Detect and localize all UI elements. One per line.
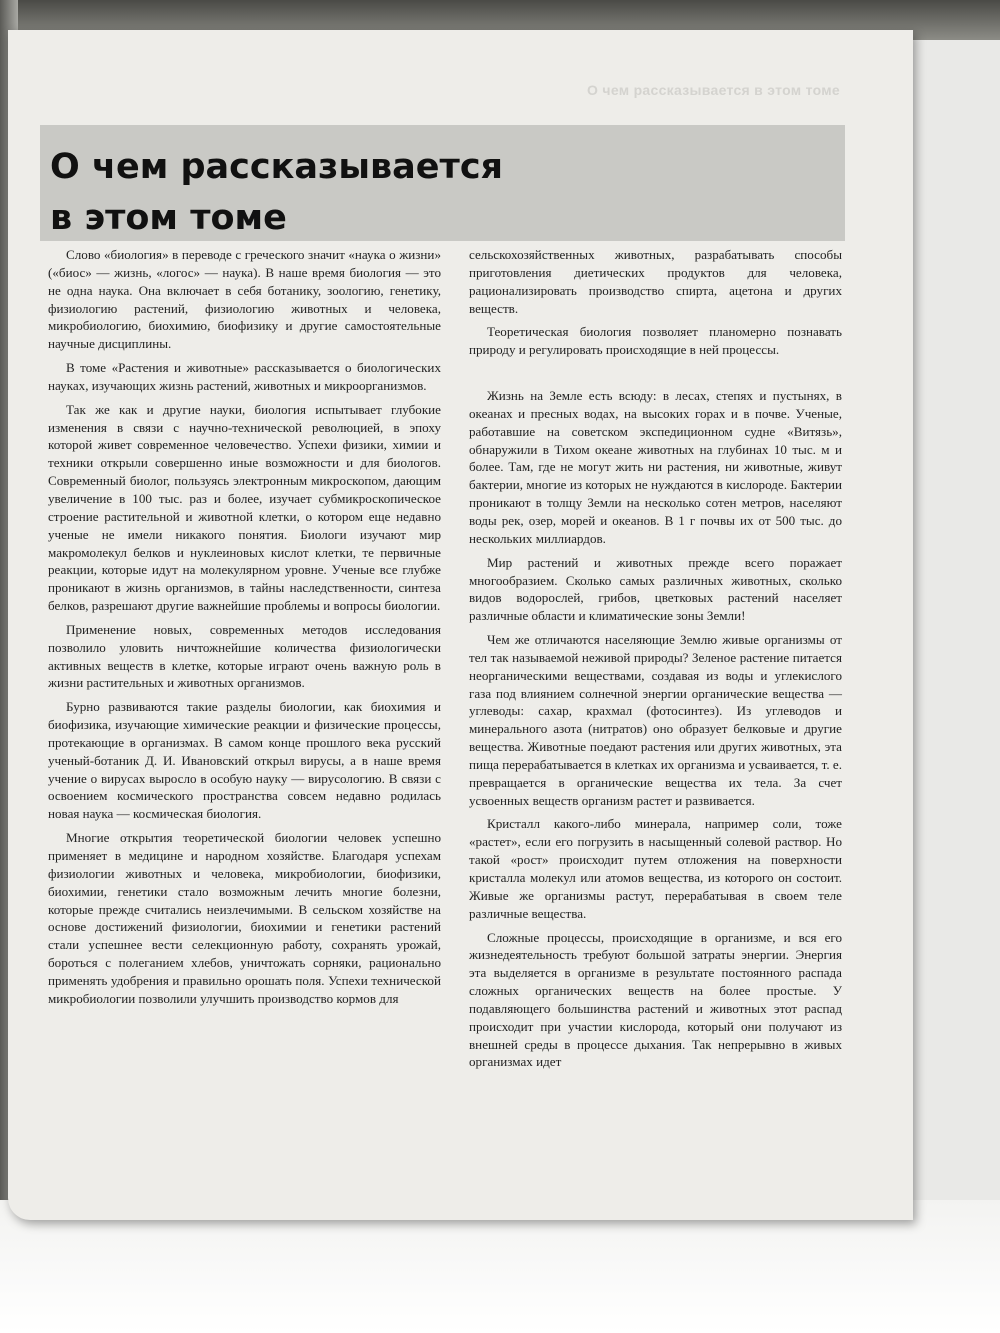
text-column-right: [469, 246, 842, 1077]
paragraph: Применение новых, современных методов исследования позволило уловить ничтожнейшие количества физиологически активных веществ в клетке, которые играют очень важную роль в жизни растительных и животных организмов.: [48, 621, 441, 691]
title-line-2: в этом томе: [50, 198, 287, 238]
chapter-title: [50, 142, 610, 244]
paragraph: Чем же отличаются населяющие Землю живые организмы от тел так называемой неживой природы? Зеленое растение питается неорганическими веществами, создавая из воды и углекислого газа под влиянием солнечной энергии органические вещества — углеводы: сахар, крахмал (фотосинтез). Из углеводов и минерального азота (нитратов) оно образует белковые и другие вещества. Животные поедают растения или других животных, эта пища перерабатывается в клетках их организма и усваивается, т. е. превращается в органические вещества их тела. За счет усвоенных веществ организм растет и развивается.: [469, 632, 842, 808]
paragraph: Многие открытия теоретической биологии человек успешно применяет в медицине и народном хозяйстве. Благодаря успехам физиологии животных и человека, микробиологии, биофизики, биохимии, генетики стало возможным лечить многие болезни, которые прежде считались неизлечимыми. В сельском хозяйстве на основе достижений физиологии, биохимии и генетики растений стали успешнее вести селекционную работу, сохранять урожай, бороться с полеганием хлебов, уничтожать сорняки, рационально применять удобрения и правильно орошать поля. Успехи технической микробиологии позволили улучшить производство кормов для: [48, 830, 441, 1006]
paragraph: Бурно развиваются такие разделы биологии, как биохимия и биофизика, изучающие химические реакции и физические процессы, протекающие в организмах. В самом конце прошлого века русский ученый-ботаник Д. И. Ивановский открыл вирусы, а в наше время учение о вирусах выросло в особую науку — вирусологию. В связи с освоением космического пространства совсем недавно родилась новая наука — космическая биология.: [48, 699, 441, 822]
paragraph: Слово «биология» в переводе с греческого значит «наука о жизни» («биос» — жизнь, «логос» — наука). В наше время биология — это не одна наука. Она включает в себя ботанику, зоологию, генетику, физиологию растений, физиологию животных и человека, микробиологию, биохимию, биофизику и другие самостоятельные научные дисциплины.: [48, 247, 441, 352]
paragraph: Жизнь на Земле есть всюду: в лесах, степях и пустынях, в океанах и пресных водах, на высоких горах и в почве. Ученые, работавшие на советском экспедиционном судне «Витязь», обнаружили в Тихом океане животных на глубинах 10 тыс. м и более. Там, где не могут жить ни растения, ни животные, живут бактерии, многие из которых не нуждаются в кислороде. Бактерии проникают в толщу Земли на несколько сотен метров, населяют воды рек, озер, морей и океанов. В 1 г почвы их от 500 тыс. до нескольких миллиардов.: [469, 388, 842, 546]
paragraph: Мир растений и животных прежде всего поражает многообразием. Сколько самых различных животных, сколько видов водорослей, грибов, цветковых растений населяет различные области и климатические зоны Земли!: [469, 554, 842, 624]
paragraph: Теоретическая биология позволяет планомерно познавать природу и регулировать происходящие в ней процессы.: [469, 324, 842, 358]
text-column-left: [48, 246, 441, 1014]
running-head: О чем рассказывается в этом томе: [587, 82, 840, 98]
title-line-1: О чем рассказывается: [50, 147, 504, 187]
paragraph: сельскохозяйственных животных, разрабатывать способы приготовления диетических продуктов для человека, рационализировать производство спирта, ацетона и других веществ.: [469, 247, 842, 316]
paragraph: Кристалл какого-либо минерала, например соли, тоже «растет», если его погрузить в насыщенный солевой раствор. Но такой «рост» происходит путем отложения на поверхности кристалла молекул или атомов вещества, из которого он состоит. Живые же организмы растут, перерабатывая в своем теле различные вещества.: [469, 816, 842, 921]
paragraph: Так же как и другие науки, биология испытывает глубокие изменения в связи с научно-технической революцией, в эпоху которой живет современное человечество. Успехи физики, химии и техники открыли совершенно иные возможности и для биологов. Современный биолог, пользуясь электронным микроскопом, дающим увеличение в 100 тыс. раз и более, изучает субмикроскопическое строение растительной и животной клетки, о котором еще недавно ученые не имели никакого понятия. Биологи изучают мир макромолекул белков и нуклеиновых кислот клетки, те первичные реакции, которые идут на молекулярном уровне. Ученые все глубже проникают в жизнь организмов, в тайны наследственности, синтеза белков, разрешают другие важнейшие проблемы и вопросы биологии.: [48, 401, 441, 614]
paragraph: Сложные процессы, происходящие в организме, и вся его жизнедеятельность требуют большой затраты энергии. Энергия эта выделяется в организме в результате постоянного распада сложных органических веществ на более простые. У подавляющего большинства растений и животных этот распад происходит при участии кислорода, который они получают из внешней среды в процессе дыхания. Так непрерывно в живых организмах идет: [469, 929, 842, 1070]
paragraph: В томе «Растения и животные» рассказывается о биологических науках, изучающих жизнь растений, животных и микроорганизмов.: [48, 360, 441, 393]
